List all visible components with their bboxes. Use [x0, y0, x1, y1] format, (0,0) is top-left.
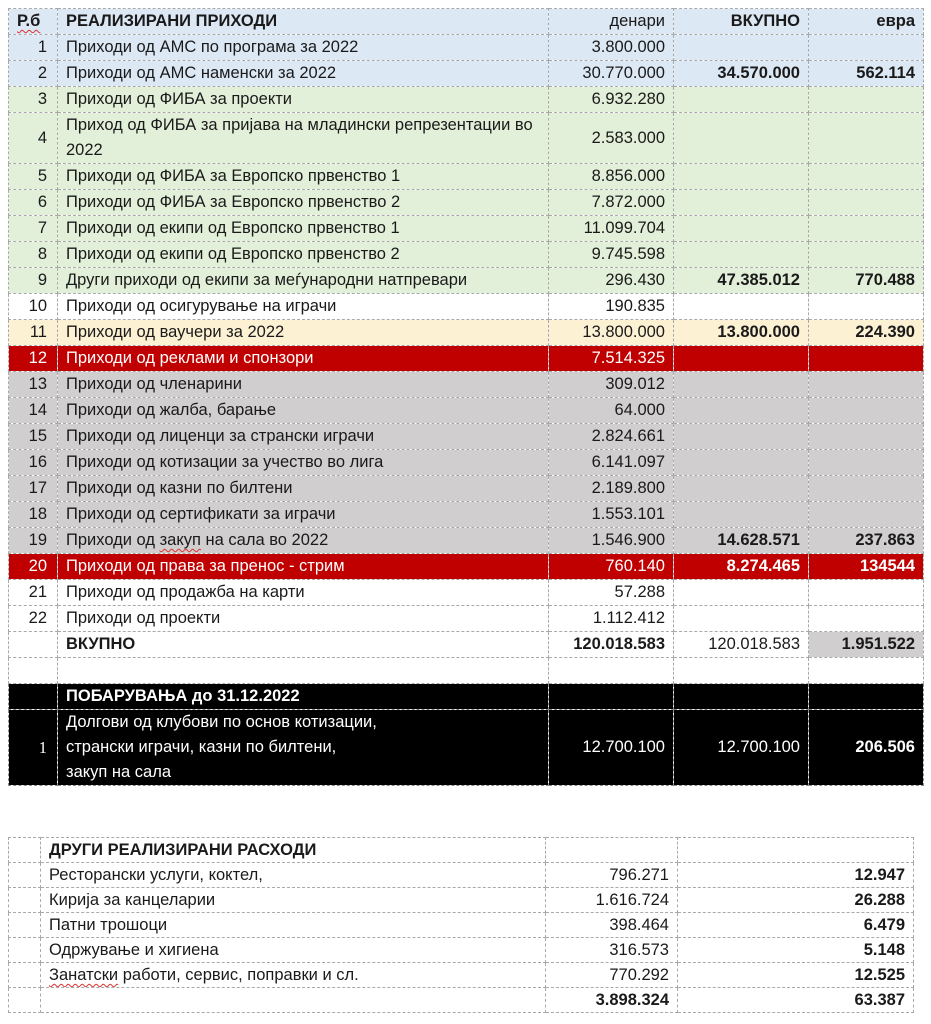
row-total	[674, 113, 809, 164]
row-total	[674, 87, 809, 113]
row-denari: 8.856.000	[549, 164, 674, 190]
receivables-blank	[549, 684, 674, 710]
expense-row	[9, 938, 914, 963]
row-denari: 190.835	[549, 294, 674, 320]
expense-label: Ресторански услуги, коктел,	[41, 863, 546, 888]
row-number: 14	[9, 398, 58, 424]
row-euro	[809, 502, 924, 528]
row-denari: 7.514.325	[549, 346, 674, 372]
expenses-total-euro: 63.387	[678, 988, 914, 1013]
income-row	[9, 190, 924, 216]
row-total	[674, 35, 809, 61]
income-row	[9, 294, 924, 320]
row-label: Приходи од казни по билтени	[58, 476, 549, 502]
row-number: 20	[9, 554, 58, 580]
row-denari: 57.288	[549, 580, 674, 606]
row-euro	[809, 35, 924, 61]
row-number: 5	[9, 164, 58, 190]
expense-euro: 5.148	[678, 938, 914, 963]
total-euro: 1.951.522	[809, 632, 924, 658]
row-denari: 6.141.097	[549, 450, 674, 476]
expense-denari: 1.616.724	[546, 888, 678, 913]
row-total: 34.570.000	[674, 61, 809, 87]
row-number: 8	[9, 242, 58, 268]
row-label: Приходи од членарини	[58, 372, 549, 398]
expense-blank	[9, 988, 41, 1013]
income-row	[9, 61, 924, 87]
row-total: 8.274.465	[674, 554, 809, 580]
row-label: Приходи од реклами и спонзори	[58, 346, 549, 372]
row-total	[674, 580, 809, 606]
total-total: 120.018.583	[674, 632, 809, 658]
expenses-header-blank	[678, 838, 914, 863]
expense-denari: 770.292	[546, 963, 678, 988]
row-number: 15	[9, 424, 58, 450]
row-euro	[809, 346, 924, 372]
row-denari: 2.824.661	[549, 424, 674, 450]
row-denari: 30.770.000	[549, 61, 674, 87]
row-number: 19	[9, 528, 58, 554]
row-denari: 2.583.000	[549, 113, 674, 164]
income-row	[9, 554, 924, 580]
row-label: Приходи од сертификати за играчи	[58, 502, 549, 528]
row-total	[674, 398, 809, 424]
expenses-header-blank	[546, 838, 678, 863]
row-denari: 11.099.704	[549, 216, 674, 242]
income-row	[9, 424, 924, 450]
row-number: 17	[9, 476, 58, 502]
row-euro	[809, 580, 924, 606]
row-denari: 1.553.101	[549, 502, 674, 528]
row-number: 11	[9, 320, 58, 346]
row-denari: 6.932.280	[549, 87, 674, 113]
income-row	[9, 580, 924, 606]
header-euro: евра	[809, 9, 924, 35]
receivables-label-line: странски играчи, казни по билтени,	[66, 738, 337, 756]
row-total	[674, 606, 809, 632]
expense-blank	[9, 888, 41, 913]
expense-denari: 316.573	[546, 938, 678, 963]
expense-blank	[9, 938, 41, 963]
row-total	[674, 502, 809, 528]
row-euro	[809, 294, 924, 320]
row-euro	[809, 398, 924, 424]
income-row	[9, 398, 924, 424]
empty-cell	[58, 658, 549, 684]
row-label: Приходи од екипи од Европско првенство 1	[58, 216, 549, 242]
row-total	[674, 450, 809, 476]
expense-euro: 6.479	[678, 913, 914, 938]
row-euro	[809, 372, 924, 398]
row-euro	[809, 476, 924, 502]
expense-blank	[9, 863, 41, 888]
row-denari: 760.140	[549, 554, 674, 580]
empty-cell	[809, 658, 924, 684]
expense-row	[9, 888, 914, 913]
row-total: 47.385.012	[674, 268, 809, 294]
row-number: 10	[9, 294, 58, 320]
expenses-total-denari: 3.898.324	[546, 988, 678, 1013]
empty-cell	[674, 658, 809, 684]
income-row	[9, 268, 924, 294]
receivables-blank	[674, 684, 809, 710]
receivables-euro: 206.506	[809, 710, 924, 786]
expense-label: Патни трошоци	[41, 913, 546, 938]
expense-euro: 12.525	[678, 963, 914, 988]
row-label: Приходи од ФИБА за Европско првенство 2	[58, 190, 549, 216]
receivables-label-line: закуп на сала	[66, 763, 172, 781]
row-number: 18	[9, 502, 58, 528]
row-denari: 64.000	[549, 398, 674, 424]
row-label: Приходи од котизации за учество во лига	[58, 450, 549, 476]
row-number: 21	[9, 580, 58, 606]
income-row	[9, 242, 924, 268]
expense-blank	[9, 963, 41, 988]
spellcheck-mark: Занатски	[49, 966, 119, 984]
row-number: 13	[9, 372, 58, 398]
expense-euro: 26.288	[678, 888, 914, 913]
total-blank	[9, 632, 58, 658]
receivables-denari: 12.700.100	[549, 710, 674, 786]
row-denari: 1.112.412	[549, 606, 674, 632]
row-number: 6	[9, 190, 58, 216]
income-row	[9, 346, 924, 372]
income-row	[9, 113, 924, 164]
row-euro: 224.390	[809, 320, 924, 346]
row-total: 14.628.571	[674, 528, 809, 554]
row-total	[674, 190, 809, 216]
expense-row	[9, 963, 914, 988]
empty-cell	[549, 658, 674, 684]
income-row	[9, 164, 924, 190]
income-row	[9, 320, 924, 346]
expenses-title: ДРУГИ РЕАЛИЗИРАНИ РАСХОДИ	[41, 838, 546, 863]
row-label: Приходи од ваучери за 2022	[58, 320, 549, 346]
row-label: Приходи од АМС наменски за 2022	[58, 61, 549, 87]
expenses-header-blank	[9, 838, 41, 863]
receivables-label-line: Долгови од клубови по основ котизации,	[66, 713, 377, 731]
row-label: Приходи од лиценци за странски играчи	[58, 424, 549, 450]
receivables-label	[58, 710, 549, 786]
row-number: 16	[9, 450, 58, 476]
row-label: Приходи од екипи од Европско првенство 2	[58, 242, 549, 268]
row-number: 1	[9, 35, 58, 61]
receivables-title: ПОБАРУВАЊА до 31.12.2022	[58, 684, 549, 710]
expense-label: Кирија за канцеларии	[41, 888, 546, 913]
expense-label: Занатски работи, сервис, поправки и сл.	[41, 963, 546, 988]
row-label: Приходи од закуп на сала во 2022	[58, 528, 549, 554]
row-euro	[809, 190, 924, 216]
row-total	[674, 164, 809, 190]
expense-denari: 796.271	[546, 863, 678, 888]
header-no: Р.б	[9, 9, 58, 35]
income-row	[9, 502, 924, 528]
row-euro	[809, 606, 924, 632]
expense-euro: 12.947	[678, 863, 914, 888]
spellcheck-mark: закуп	[159, 531, 201, 549]
receivables-total: 12.700.100	[674, 710, 809, 786]
row-number: 22	[9, 606, 58, 632]
row-euro: 770.488	[809, 268, 924, 294]
expense-row	[9, 913, 914, 938]
row-euro: 562.114	[809, 61, 924, 87]
total-label: ВКУПНО	[58, 632, 549, 658]
row-euro	[809, 87, 924, 113]
receivables-row	[9, 710, 924, 786]
row-label: Приходи од права за пренос - стрим	[58, 554, 549, 580]
row-total	[674, 216, 809, 242]
row-total	[674, 294, 809, 320]
row-euro	[809, 424, 924, 450]
income-row	[9, 87, 924, 113]
expense-blank	[41, 988, 546, 1013]
row-number: 2	[9, 61, 58, 87]
expenses-header-row	[9, 838, 914, 863]
row-total: 13.800.000	[674, 320, 809, 346]
row-number: 7	[9, 216, 58, 242]
row-total	[674, 424, 809, 450]
row-denari: 309.012	[549, 372, 674, 398]
income-row	[9, 35, 924, 61]
row-euro	[809, 113, 924, 164]
row-denari: 2.189.800	[549, 476, 674, 502]
row-euro: 237.863	[809, 528, 924, 554]
expenses-table	[8, 837, 914, 1013]
empty-row	[9, 658, 924, 684]
income-row	[9, 476, 924, 502]
row-euro	[809, 450, 924, 476]
income-row	[9, 528, 924, 554]
row-number: 12	[9, 346, 58, 372]
expense-row	[9, 863, 914, 888]
empty-cell	[9, 658, 58, 684]
receivables-no: 1	[9, 710, 58, 786]
row-denari: 1.546.900	[549, 528, 674, 554]
row-label: Приходи од продажба на карти	[58, 580, 549, 606]
row-denari: 7.872.000	[549, 190, 674, 216]
income-row	[9, 606, 924, 632]
row-number: 9	[9, 268, 58, 294]
receivables-blank	[9, 684, 58, 710]
row-label: Приходи од проекти	[58, 606, 549, 632]
row-total	[674, 242, 809, 268]
row-label: Приходи од осигурување на играчи	[58, 294, 549, 320]
income-header-row	[9, 9, 924, 35]
row-euro	[809, 216, 924, 242]
row-euro: 134544	[809, 554, 924, 580]
expenses-total-row	[9, 988, 914, 1013]
row-total	[674, 372, 809, 398]
row-denari: 296.430	[549, 268, 674, 294]
income-total-row	[9, 632, 924, 658]
receivables-blank	[809, 684, 924, 710]
row-total	[674, 476, 809, 502]
row-denari: 13.800.000	[549, 320, 674, 346]
row-denari: 9.745.598	[549, 242, 674, 268]
row-label: Приход од ФИБА за пријава на младински репрезентации во 2022	[58, 113, 549, 164]
income-row	[9, 216, 924, 242]
row-label: Приходи од ФИБА за проекти	[58, 87, 549, 113]
expense-blank	[9, 913, 41, 938]
income-table	[8, 8, 924, 786]
receivables-header-row	[9, 684, 924, 710]
header-total: ВКУПНО	[674, 9, 809, 35]
row-total	[674, 346, 809, 372]
total-denari: 120.018.583	[549, 632, 674, 658]
income-row	[9, 372, 924, 398]
income-row	[9, 450, 924, 476]
row-denari: 3.800.000	[549, 35, 674, 61]
row-number: 4	[9, 113, 58, 164]
row-euro	[809, 164, 924, 190]
expense-denari: 398.464	[546, 913, 678, 938]
row-label: Приходи од АМС по програма за 2022	[58, 35, 549, 61]
row-label: Приходи од ФИБА за Европско првенство 1	[58, 164, 549, 190]
header-denari: денари	[549, 9, 674, 35]
expense-label: Одржување и хигиена	[41, 938, 546, 963]
row-label: Други приходи од екипи за меѓународни натпревари	[58, 268, 549, 294]
row-euro	[809, 242, 924, 268]
row-label: Приходи од жалба, барање	[58, 398, 549, 424]
row-number: 3	[9, 87, 58, 113]
header-title: РЕАЛИЗИРАНИ ПРИХОДИ	[58, 9, 549, 35]
